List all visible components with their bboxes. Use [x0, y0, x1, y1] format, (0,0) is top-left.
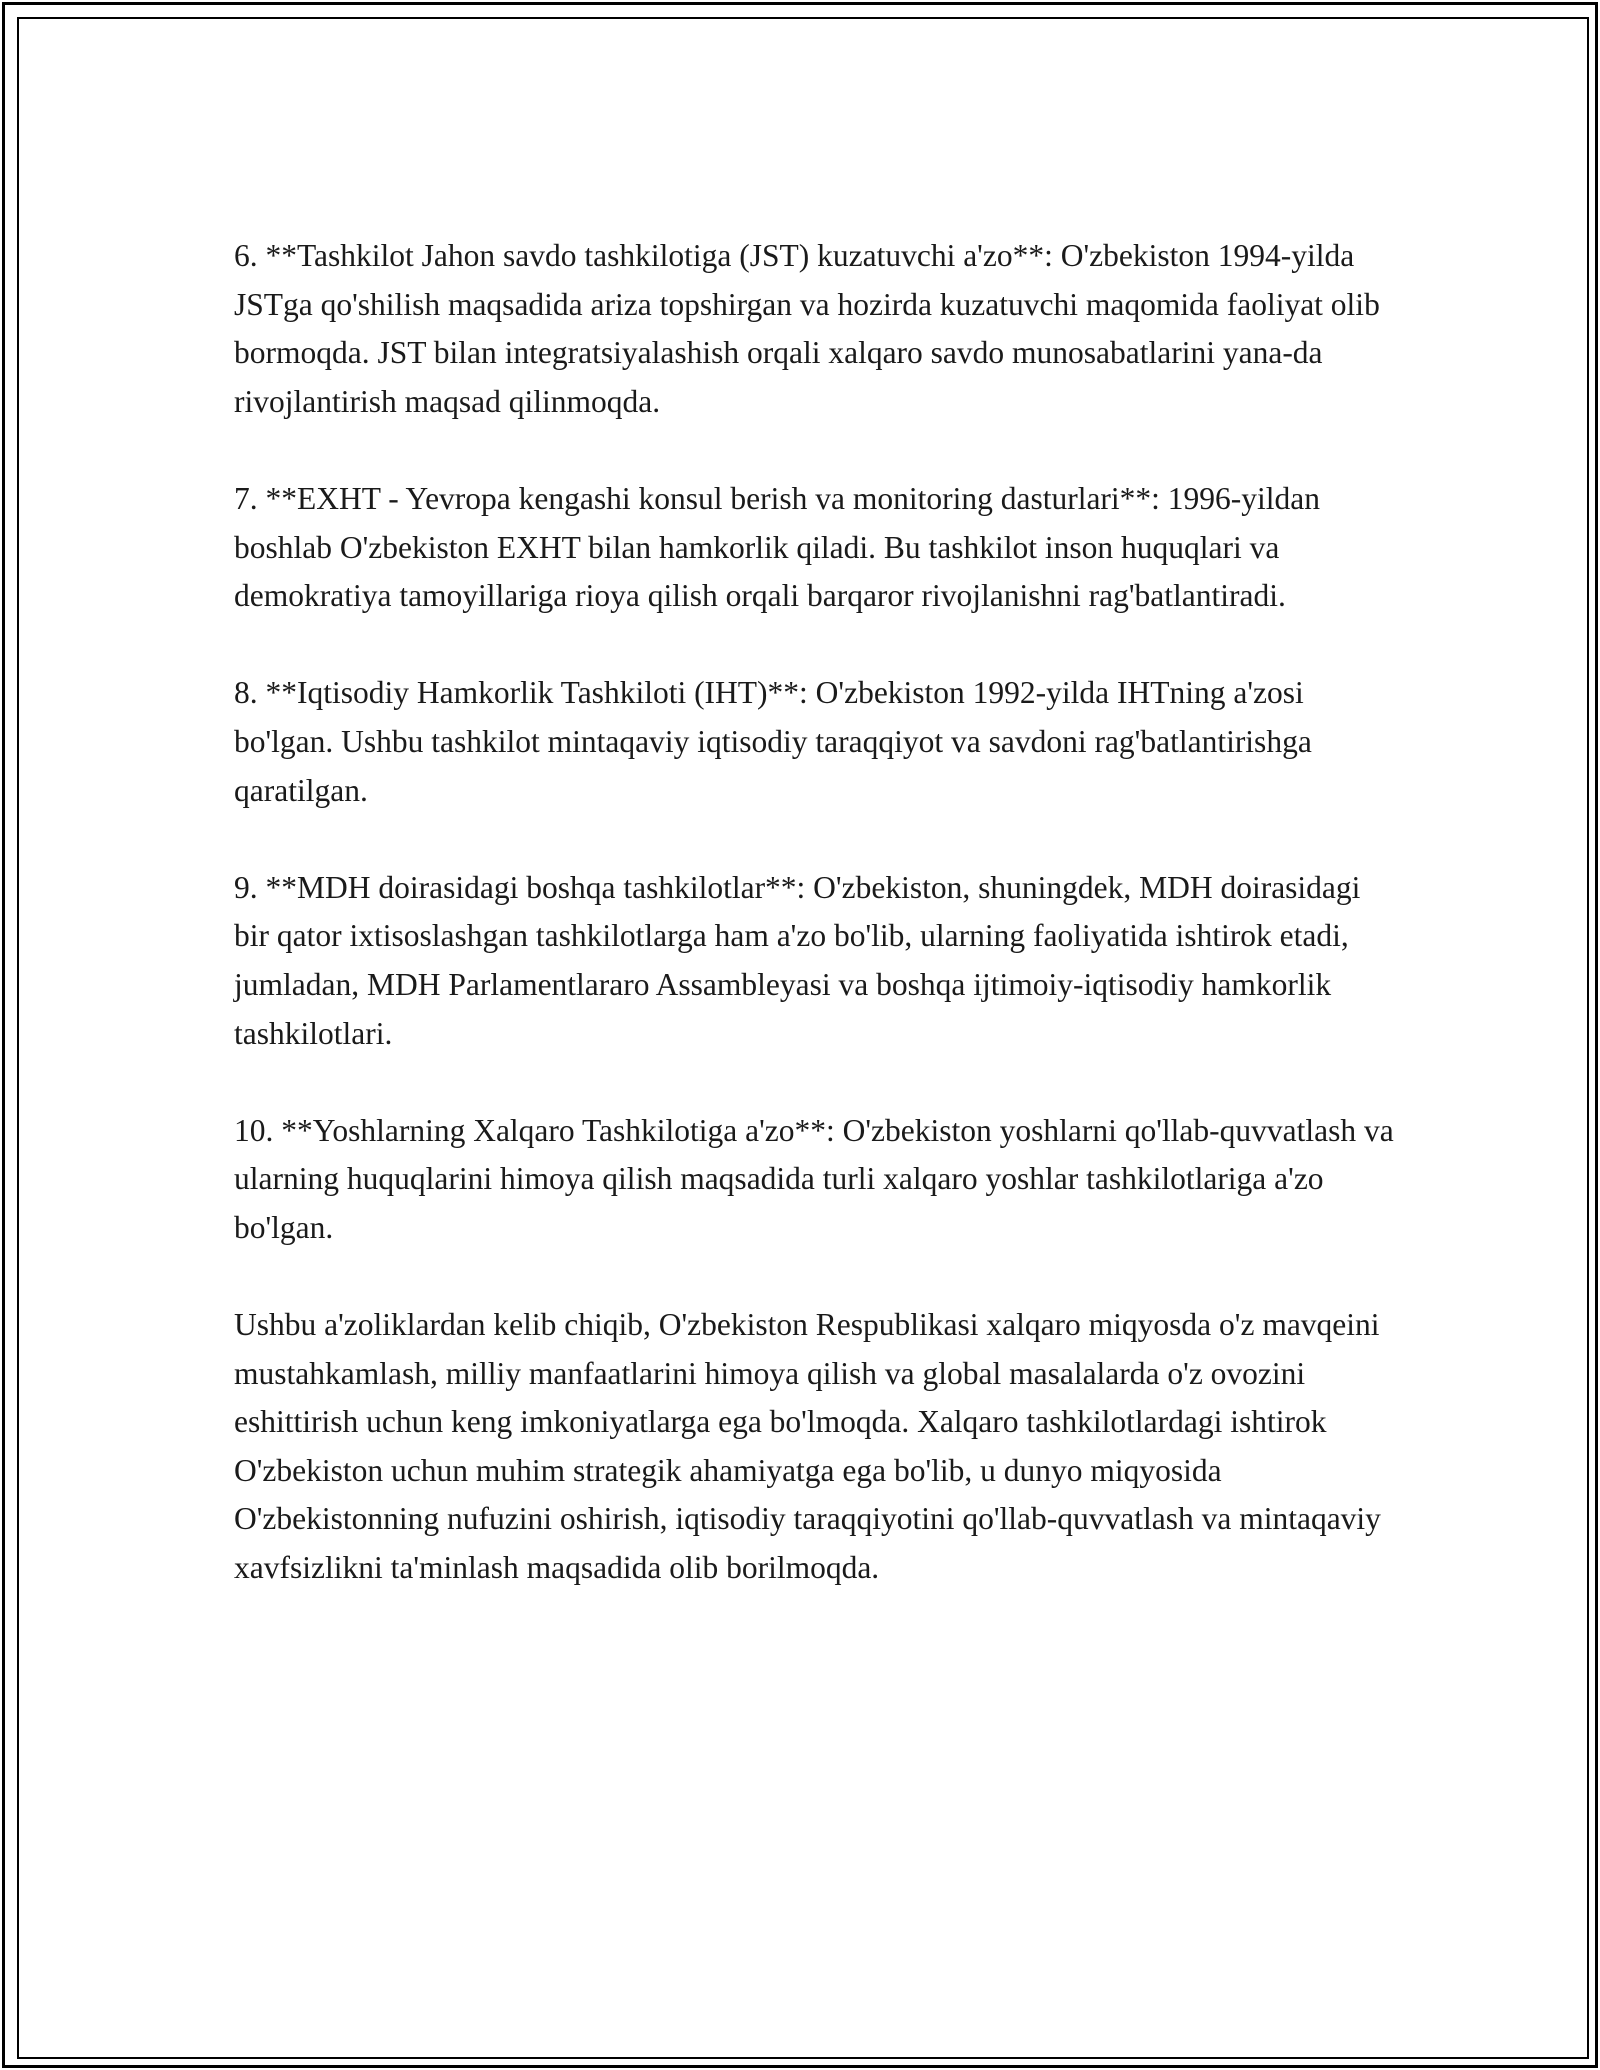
paragraph-item-7: 7. **EXHT - Yevropa kengashi konsul berish va monitoring dasturlari**: 1996-yildan boshlab O'zbekiston EXHT bilan hamkorlik qiladi. Bu tashkilot inson huquqlari va demokratiya tamoyillariga rioya qilish orqali barqaror rivojlanishni rag'batlantiradi. [234, 480, 1321, 614]
paragraph-item-9: 9. **MDH doirasidagi boshqa tashkilotlar**: O'zbekiston, shuningdek, MDH doirasidagi bir qator ixtisoslashgan tashkilotlarga ham a'zo bo'lib, ularning faoliyatida ishtirok etadi, jumladan, MDH Parlamentlararo Assambleyasi va boshqa ijtimoiy-iqtisodiy hamkorlik tashkilotlari. [234, 869, 1361, 1051]
paragraph-item-10: 10. **Yoshlarning Xalqaro Tashkilotiga a'zo**: O'zbekiston yoshlarni qo'llab-quvvatlash va ularning huquqlarini himoya qilish maqsadida turli xalqaro yoshlar tashkilotlariga a'zo bo'lgan. [234, 1112, 1394, 1245]
paragraph-item-8: 8. **Iqtisodiy Hamkorlik Tashkiloti (IHT)**: O'zbekiston 1992-yilda IHTning a'zosi bo'lgan. Ushbu tashkilot mintaqaviy iqtisodiy taraqqiyot va savdoni rag'batlantirishga qaratilgan. [234, 675, 1312, 808]
conclusion-paragraph: Ushbu a'zoliklardan kelib chiqib, O'zbekiston Respublikasi xalqaro miqyosda o'z mavqeini mustahkamlash, milliy manfaatlarini himoya qilish va global masalalarda o'z ovozini eshittirish uchun keng imkoniyatlarga ega bo'lmoqda. Xalqaro tashkilotlardagi ishtirok O'zbekiston uchun muhim strategik ahamiyatga ega bo'lib, u dunyo miqyosida O'zbekistonning nufuzini oshirish, iqtisodiy taraqqiyotini qo'llab-quvvatlash va mintaqaviy xavfsizlikni ta'minlash maqsadida olib borilmoqda. [234, 1307, 1381, 1586]
document-body [234, 232, 1394, 1593]
paragraph-item-6: 6. **Tashkilot Jahon savdo tashkilotiga (JST) kuzatuvchi a'zo**: O'zbekiston 1994-yilda JSTga qo'shilish maqsadida ariza topshirgan va hozirda kuzatuvchi maqomida faoliyat olib bormoqda. JST bilan integratsiyalashish orqali xalqaro savdo munosabatlarini yana-da rivojlantirish maqsad qilinmoqda. [234, 238, 1380, 419]
